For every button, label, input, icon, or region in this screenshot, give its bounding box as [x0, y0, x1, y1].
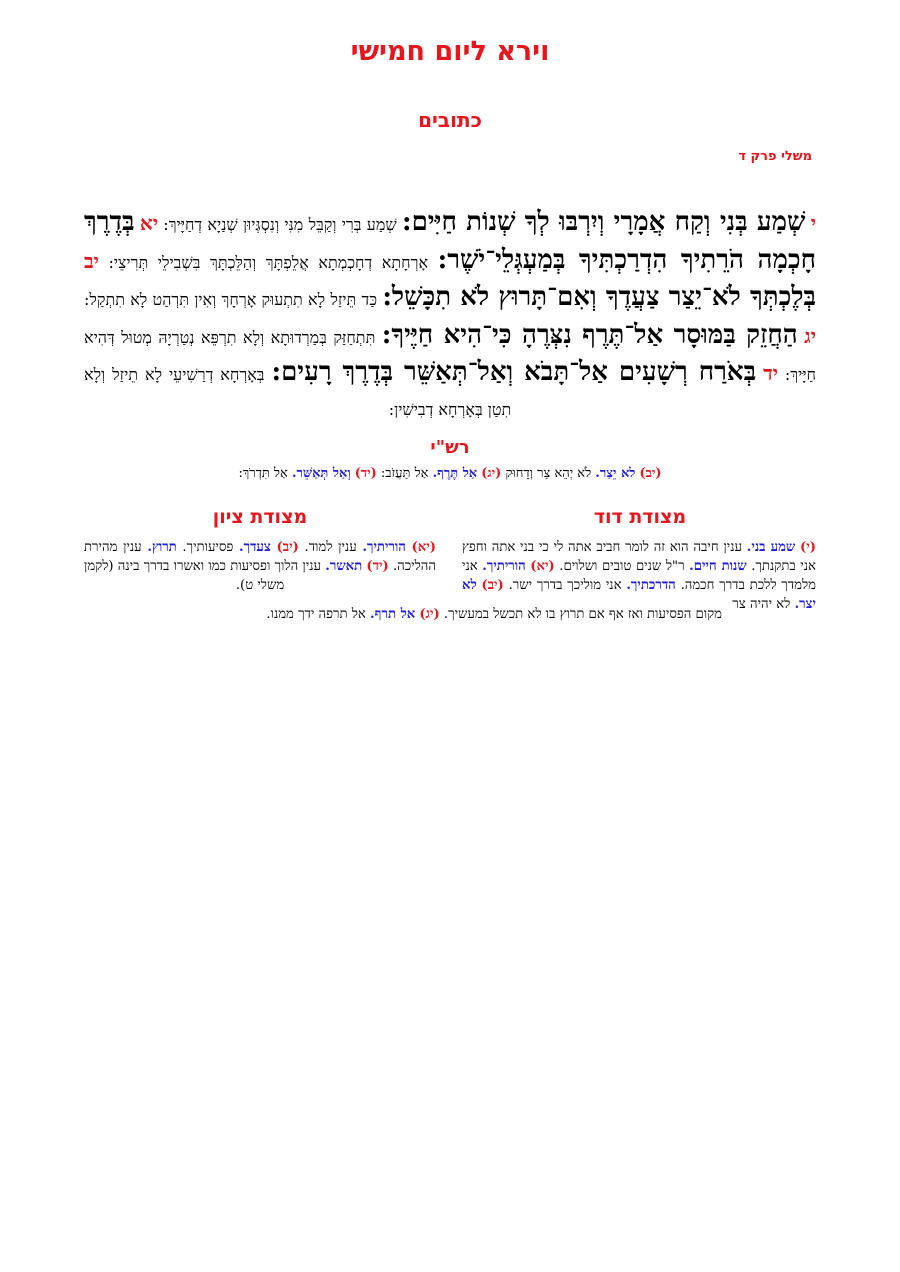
david-ref: (יב): [481, 578, 504, 593]
zion-comment: ענין למוד.: [304, 540, 357, 555]
rashi-dibur-hamatchil: לא יֵצַר.: [595, 466, 636, 481]
metzudat-david-title: מצודת דוד: [593, 506, 687, 528]
zion-comment: ענין מהירת ההליכה.: [84, 540, 436, 574]
metzudat-zion-title: מצודת ציון: [212, 506, 308, 528]
david-dibur-hamatchil: שנות חיים.: [689, 559, 747, 574]
verse: [84, 357, 778, 419]
rashi-ref: (יב): [639, 466, 662, 481]
verse-hebrew: בְּדֶרֶךְ חָכְמָה הֹרֵתִיךָ הִדְרַכְתִּיךָ בְּמַעְגְּלֵי־יֹשֶׁר:: [84, 207, 816, 275]
david-dibur-hamatchil: לא יצר.: [462, 578, 816, 612]
metzudat-zion-text: [84, 538, 436, 595]
david-comment: אני מלמדך ללכת בדרך חכמה.: [462, 559, 816, 593]
rashi-ref: (יד): [354, 466, 377, 481]
verse-targum: שְׁמַע בְּרִי וְקַבֵּל מִנִּי וְנִסְגְּיוּן שְׁנַיָא דְחַיָּיךְ:: [163, 215, 397, 234]
david-comment: מקום הפסיעות ואז אף אם תרוץ בו לא תכשל במעשיך.: [443, 607, 722, 622]
david-dibur-hamatchil: הדרכתיך.: [626, 578, 676, 593]
verse-hebrew: בְּלֶכְתְּךָ לֹא־יֵצַר צַעֲדֶךָ וְאִם־תָּרוּץ לֹא תִכָּשֵׁל:: [382, 282, 817, 312]
zion-ref: (יב): [276, 540, 299, 555]
verses-block: [84, 205, 816, 427]
david-ref: (י): [800, 540, 816, 555]
zion-dibur-hamatchil: תרוץ.: [147, 540, 177, 555]
section-title: כתובים: [418, 108, 482, 132]
verse-hebrew: שְׁמַע בְּנִי וְקַח אֲמָרָי וְיִרְבּוּ לְךָ שְׁנוֹת חַיִּים:: [401, 207, 806, 237]
zion-ref: (יא): [411, 540, 436, 555]
david-comment: לא יהיה צר: [732, 597, 791, 612]
verse-number: יג: [804, 323, 816, 348]
zion-dibur-hamatchil: תאשר.: [325, 559, 363, 574]
rashi-comment: אַל תַּעֲזֹב:: [380, 466, 429, 481]
david-dibur-hamatchil: שמע בני.: [746, 540, 796, 555]
metzudat-david-continuation: [162, 605, 722, 624]
verse-targum: תִּתְחַזַּק בְּמַרְדוּתָא וְלָא תִרְפֵּא נְטַרְיָהּ מְטוּל דְּהִיא חַיָּיךְ:: [84, 327, 817, 384]
verse-targum: כַּד תֵּיזַל לָא תִתְעוּק אָרְחָךְ וְאִין תִּרְהַט לָא תִתְקַל:: [84, 290, 378, 309]
rashi-text: [84, 464, 816, 484]
david-dibur-hamatchil: הוריתיך.: [482, 559, 526, 574]
zion-comment: ענין הלוך ופסיעות כמו ואשרו בדרך בינה (לקמן משלי ט).: [84, 559, 321, 593]
verse: [163, 207, 816, 237]
david-ref: (יא): [530, 559, 555, 574]
verse-number: י: [810, 211, 816, 235]
rashi-dibur-hamatchil: וְאַל תְּאַשֵּׁר.: [291, 466, 351, 481]
david-comment: ענין חיבה הוא זה לומר חביב אתה לי כי בני אתה וחפץ אני בתקנתך.: [462, 540, 816, 574]
page-title: וירא ליום חמישי: [350, 36, 550, 67]
david-comment: אל תרפה ידך ממנו.: [266, 607, 366, 622]
rashi-title: רש"י: [430, 437, 470, 458]
zion-comment: פסיעותיך.: [182, 540, 234, 555]
david-comment: אני מוליכך בדרך ישר.: [508, 578, 622, 593]
zion-ref: (יד): [366, 559, 389, 574]
zion-dibur-hamatchil: צעדך.: [239, 540, 271, 555]
rashi-dibur-hamatchil: אַל תֶּרֶף.: [432, 466, 478, 481]
chapter-label: משלי פרק ד: [738, 149, 812, 164]
david-comment: ר"ל שנים טובים ושלוים.: [559, 559, 685, 574]
rashi-ref: (יג): [481, 466, 502, 481]
david-dibur-hamatchil: אל תרף.: [370, 607, 416, 622]
verse-number: יד: [763, 361, 778, 385]
verse-number: יב: [84, 248, 99, 273]
rashi-comment: אַל תִּדְרֹךְ:: [238, 466, 288, 481]
verse-hebrew: בְּאֹרַח רְשָׁעִים אַל־תָּבֹא וְאַל־תְּאַשֵּׁר בְּדֶרֶךְ רָעִים:: [271, 357, 757, 387]
verse-targum: אָרְחָתָא דְחָכְמְתָא אֲלֵפְתָּךְ וְהַלֵּכְתָּךְ בִּשְׁבִילֵי תְּרִיצֵי:: [108, 252, 429, 272]
rashi-comment: לֹא יְהֵא צַר וְדָחוּק: [505, 466, 592, 481]
verse-targum: בְּאָרְחָא דְרַשִׁיעֵי לָא תֵיזַל וְלָא תִטַן בְּאָרְחָא דְבִישִׁין:: [84, 365, 512, 419]
verse-number: יא: [139, 211, 158, 235]
david-ref: (יג): [419, 607, 440, 622]
zion-dibur-hamatchil: הוריתיך.: [362, 540, 406, 555]
verse-hebrew: הַחֲזֵק בַּמּוּסָר אַל־תֶּרֶף נִצְּרֶהָ כִּי־הִיא חַיֶּיךָ:: [381, 319, 798, 350]
metzudat-david-text: [462, 538, 816, 614]
